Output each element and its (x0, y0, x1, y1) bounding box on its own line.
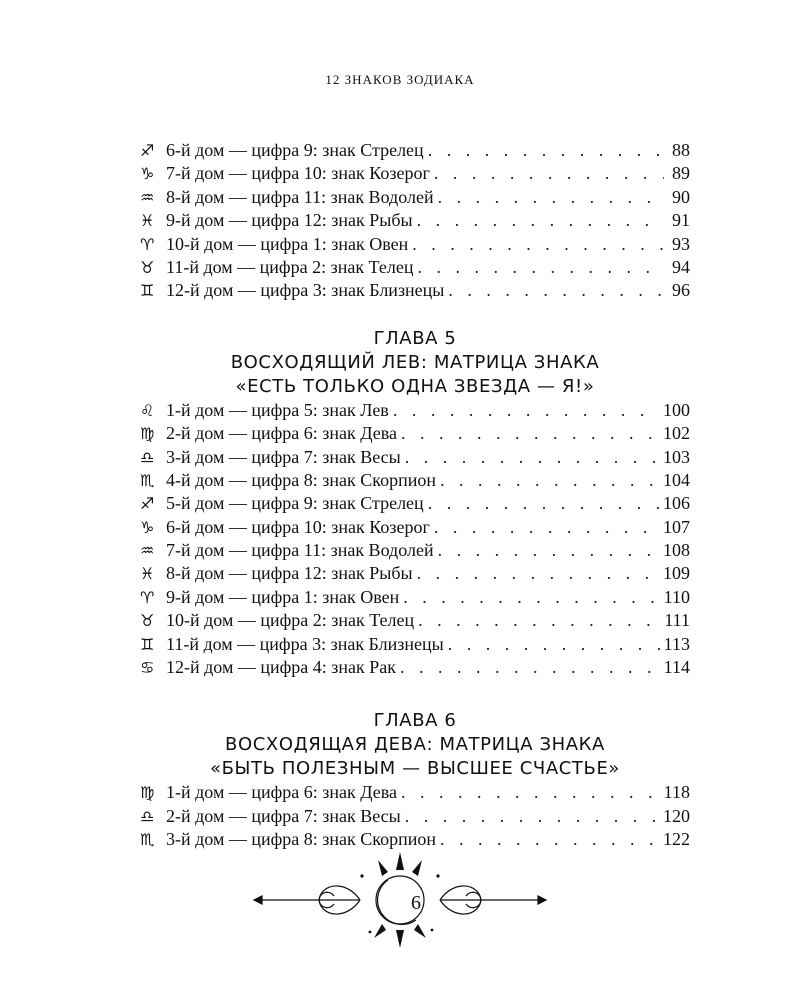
pisces-icon: ♓ (140, 564, 155, 584)
toc-entry (140, 656, 690, 679)
chapter-5-title: ВОСХОДЯЩИЙ ЛЕВ: МАТРИЦА ЗНАКА (230, 351, 600, 373)
toc-entry-page: 109 (663, 563, 690, 584)
toc-entry-label: 4-й дом — цифра 8: знак Скорпион (166, 469, 436, 490)
toc-entry-label: 2-й дом — цифра 6: знак Дева (166, 423, 397, 444)
page-number: 6 (411, 892, 421, 914)
dot-leader (448, 633, 660, 656)
toc-entry (140, 781, 690, 804)
toc-entry-label: 8-й дом — цифра 11: знак Водолей (166, 186, 434, 207)
aquarius-icon: ♒ (140, 187, 155, 207)
toc-entry-page: 111 (664, 610, 690, 631)
toc-entry (140, 256, 690, 279)
toc-entry-page: 113 (663, 633, 690, 654)
toc-entry-label: 1-й дом — цифра 6: знак Дева (166, 782, 397, 803)
toc-entry-label: 10-й дом — цифра 1: знак Овен (166, 233, 409, 254)
toc-entry (140, 209, 690, 232)
toc-entry-page: 89 (672, 163, 690, 184)
dot-leader (428, 492, 659, 515)
toc-entry-label: 6-й дом — цифра 9: знак Стрелец (166, 140, 424, 160)
dot-leader (412, 233, 664, 256)
toc-entry-label: 8-й дом — цифра 12: знак Рыбы (166, 563, 413, 584)
toc-entry-page: 102 (663, 423, 690, 444)
dot-leader (401, 781, 660, 804)
dot-leader (434, 516, 659, 539)
toc-entry (140, 586, 690, 609)
gemini-icon: ♊ (140, 634, 155, 654)
toc-entry-page: 108 (663, 540, 690, 561)
scorpio-icon: ♏ (140, 470, 155, 490)
dot-leader (418, 609, 660, 632)
pisces-icon: ♓ (140, 211, 155, 231)
toc-entry (140, 399, 690, 422)
toc-entry-page: 93 (672, 233, 690, 254)
toc-entry-page: 90 (672, 186, 690, 207)
toc-entry-label: 2-й дом — цифра 7: знак Весы (166, 805, 401, 826)
toc-entry-label: 3-й дом — цифра 8: знак Скорпион (166, 829, 436, 850)
aquarius-icon: ♒ (140, 541, 155, 561)
toc-entry-page: 110 (663, 586, 690, 607)
toc-entry-page: 118 (663, 782, 690, 803)
dot-leader (405, 805, 659, 828)
dot-leader (438, 186, 664, 209)
chapter-6-title: ВОСХОДЯЩАЯ ДЕВА: МАТРИЦА ЗНАКА (225, 734, 605, 756)
chapter-5-entries (140, 399, 690, 680)
dot-leader (440, 828, 659, 851)
toc-section-continued (140, 139, 690, 303)
dot-leader (438, 539, 659, 562)
virgo-icon: ♍ (140, 783, 155, 803)
toc-entry (140, 469, 690, 492)
dot-leader (428, 139, 664, 162)
toc-entry (140, 633, 690, 656)
dot-leader (400, 656, 660, 679)
aries-icon: ♈ (140, 234, 155, 254)
toc-entry-page: 103 (663, 446, 690, 467)
toc-entry-label: 12-й дом — цифра 3: знак Близнецы (166, 280, 445, 301)
toc-entry-label: 6-й дом — цифра 10: знак Козерог (166, 516, 430, 537)
toc-entry (140, 539, 690, 562)
toc-entry (140, 162, 690, 185)
toc-entry (140, 422, 690, 445)
toc-entry (140, 139, 690, 162)
toc-entry (140, 828, 690, 851)
dot-leader (393, 399, 659, 422)
toc-entry-page: 104 (663, 469, 690, 490)
running-head: 12 ЗНАКОВ ЗОДИАКА (325, 72, 475, 87)
dot-leader (417, 209, 664, 232)
cancer-icon: ♋ (140, 658, 155, 678)
sagittarius-icon: ♐ (140, 141, 155, 160)
toc-entry-page: 114 (663, 657, 690, 678)
toc-entry-label: 11-й дом — цифра 2: знак Телец (166, 256, 414, 277)
toc-entry (140, 279, 690, 302)
taurus-icon: ♉ (140, 611, 155, 631)
toc-entry-label: 7-й дом — цифра 10: знак Козерог (166, 163, 430, 184)
toc-entry-page: 88 (672, 140, 690, 160)
toc-entry (140, 516, 690, 539)
scorpio-icon: ♏ (140, 830, 155, 850)
toc-entry-page: 122 (663, 829, 690, 850)
toc-entry-label: 10-й дом — цифра 2: знак Телец (166, 610, 415, 631)
toc-entry-label: 11-й дом — цифра 3: знак Близнецы (166, 633, 444, 654)
toc-entry-label: 7-й дом — цифра 11: знак Водолей (166, 540, 434, 561)
dot-leader (417, 256, 664, 279)
aries-icon: ♈ (140, 587, 155, 607)
toc-entry-label: 9-й дом — цифра 12: знак Рыбы (166, 210, 413, 231)
toc-entry (140, 233, 690, 256)
toc-entry (140, 805, 690, 828)
dot-leader (417, 562, 659, 585)
toc-entry-page: 94 (672, 256, 690, 277)
chapter-5-heading: ГЛАВА 5 (373, 327, 457, 349)
dot-leader (440, 469, 659, 492)
toc-entry-label: 1-й дом — цифра 5: знак Лев (166, 399, 389, 420)
leo-icon: ♌ (140, 400, 155, 420)
toc-entry-page: 91 (672, 210, 690, 231)
capricorn-icon: ♑ (140, 517, 155, 537)
toc-entry (140, 492, 690, 515)
chapter-6-heading: ГЛАВА 6 (373, 710, 457, 732)
sagittarius-icon: ♐ (140, 494, 155, 514)
chapter-6-subtitle: «БЫТЬ ПОЛЕЗНЫМ — ВЫСШЕЕ СЧАСТЬЕ» (209, 758, 621, 780)
toc-entry (140, 186, 690, 209)
capricorn-icon: ♑ (140, 164, 155, 184)
chapter-5-subtitle: «ЕСТЬ ТОЛЬКО ОДНА ЗВЕЗДА — Я!» (235, 375, 595, 397)
virgo-icon: ♍ (140, 424, 155, 444)
dot-leader (401, 422, 659, 445)
toc-entry-label: 5-й дом — цифра 9: знак Стрелец (166, 493, 424, 514)
table-of-contents (140, 139, 690, 852)
dot-leader (405, 446, 659, 469)
toc-entry-page: 106 (663, 493, 690, 514)
toc-entry-page: 120 (663, 805, 690, 826)
libra-icon: ♎ (140, 447, 155, 467)
chapter-6-entries (140, 781, 690, 851)
toc-entry (140, 446, 690, 469)
libra-icon: ♎ (140, 806, 155, 826)
dot-leader (403, 586, 659, 609)
toc-entry-label: 12-й дом — цифра 4: знак Рак (166, 657, 396, 678)
toc-entry (140, 562, 690, 585)
toc-entry-page: 100 (663, 399, 690, 420)
toc-entry-label: 3-й дом — цифра 7: знак Весы (166, 446, 401, 467)
dot-leader (448, 279, 664, 302)
toc-entry-page: 107 (663, 516, 690, 537)
taurus-icon: ♉ (140, 257, 155, 277)
gemini-icon: ♊ (140, 281, 155, 301)
toc-entry (140, 609, 690, 632)
toc-entry-label: 9-й дом — цифра 1: знак Овен (166, 586, 400, 607)
toc-entry-page: 96 (672, 280, 690, 301)
dot-leader (434, 162, 664, 185)
